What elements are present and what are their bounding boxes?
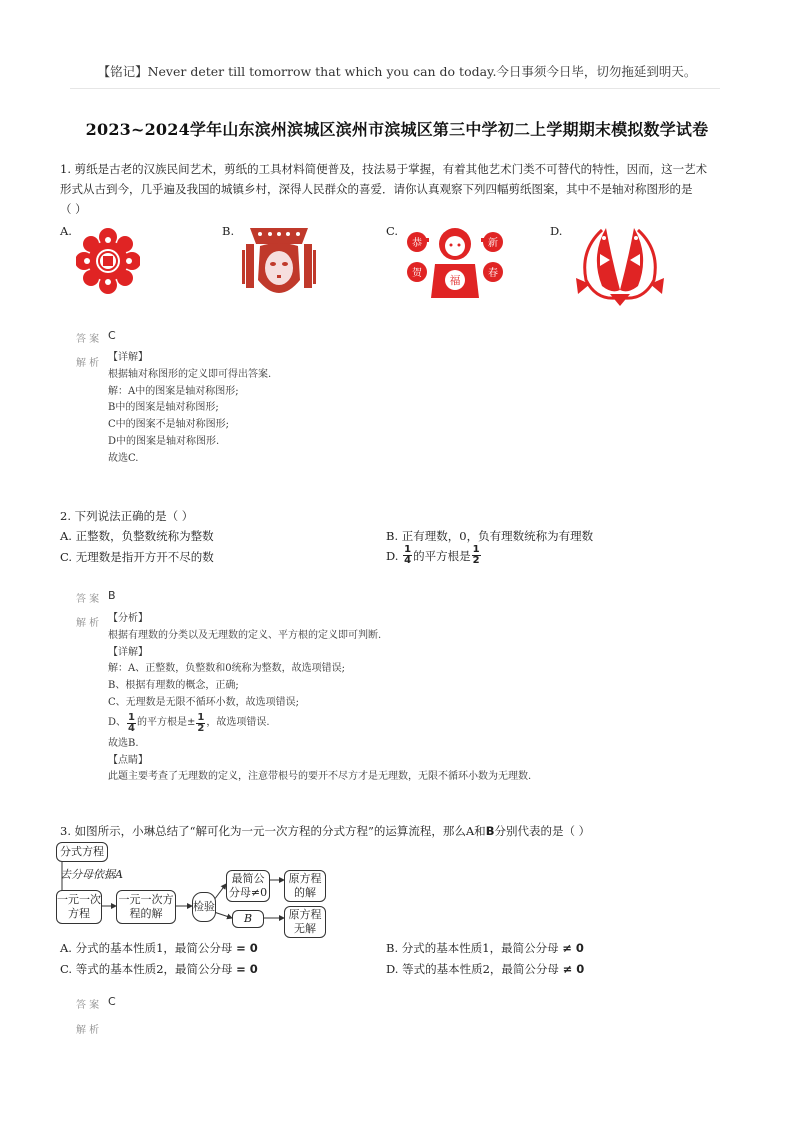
q1-analysis-label: 解 析	[76, 358, 100, 369]
q2-answer-value: B	[108, 589, 116, 602]
q2-stem: 2. 下列说法正确的是（ ）	[60, 509, 194, 523]
papercut-twin-fish-image	[572, 220, 668, 306]
papercut-child-lanterns-image	[405, 224, 505, 302]
flow-box-check: 检验	[192, 892, 216, 922]
solution-flowchart	[56, 842, 346, 938]
flow-box-original-solution: 原方程的解	[284, 870, 326, 902]
lantern-char-1: 恭	[412, 238, 422, 249]
flow-box-denominator-nonzero: 最简公分母≠0	[226, 870, 270, 902]
q3-answer-label: 答 案	[76, 1000, 100, 1011]
papercut-opera-mask-image	[240, 220, 318, 306]
q3-option-c: C. 等式的基本性质2，最简公分母 = 0	[60, 962, 258, 976]
exam-title: 2023~2024学年山东滨州滨城区滨州市滨城区第三中学初二上学期期末模拟数学试卷	[85, 120, 709, 139]
q1-stem-line1: 1. 剪纸是古老的汉族民间艺术，剪纸的工具材料简便普及，技法易于掌握，有着其他艺术门类不可替代的特性，因而，这一艺术	[60, 162, 708, 176]
q1-paren: （ ）	[60, 202, 87, 216]
q1-answer-label: 答 案	[76, 334, 100, 345]
q3-stem: 3. 如图所示，小琳总结了“解可化为一元一次方程的分式方程”的运算流程，那么A和B分别代表的是（ ）	[60, 824, 591, 838]
flow-box-fractional-equation: 分式方程	[56, 842, 108, 862]
lantern-char-2: 新	[488, 238, 498, 249]
fraction-one-half: $\frac{1}{2}$	[472, 544, 480, 566]
q2-option-a: A. 正整数，负整数统称为整数	[60, 529, 214, 543]
q3-option-b: B. 分式的基本性质1，最简公分母 ≠ 0	[386, 941, 584, 955]
q2-option-c: C. 无理数是指开方开不尽的数	[60, 550, 214, 564]
flow-box-no-solution: 原方程无解	[284, 906, 326, 938]
q2-answer-label: 答 案	[76, 594, 100, 605]
lantern-char-4: 春	[488, 268, 498, 279]
motto: 【铭记】Never deter till tomorrow that which you can do today.今日事须今日毕，切勿拖延到明天。	[97, 64, 697, 79]
q1-option-d-label: D.	[550, 224, 563, 238]
q1-option-a-label: A.	[60, 224, 72, 238]
q3-analysis-label: 解 析	[76, 1025, 100, 1036]
papercut-flower-image	[76, 222, 140, 300]
q2-option-d: D. $\frac{1}{4}$ 的平方根是 $\frac{1}{2}$	[386, 544, 480, 566]
flow-box-b: B	[232, 910, 264, 928]
flow-box-linear-equation: 一元一次方程	[56, 890, 102, 924]
q3-option-a: A. 分式的基本性质1，最简公分母 = 0	[60, 941, 258, 955]
fraction-one-quarter: $\frac{1}{4}$	[404, 544, 412, 566]
header-divider	[70, 88, 720, 89]
q1-explanation: 【详解】 根据轴对称图形的定义即可得出答案. 解：A中的图案是轴对称图形; B中的图案是轴对称图形; C中的图案不是轴对称图形; D中的图案是轴对称图形. 故选C.	[108, 352, 272, 464]
q1-answer-value: C	[108, 329, 116, 342]
q2-option-b: B. 正有理数，0，负有理数统称为有理数	[386, 529, 594, 543]
q1-option-b-label: B.	[222, 224, 235, 238]
q2-analysis-label: 解 析	[76, 618, 100, 629]
q3-answer-value: C	[108, 995, 116, 1008]
q1-stem-line2: 形式从古到今，几乎遍及我国的城镇乡村，深得人民群众的喜爱．请你认真观察下列四幅剪纸图案，其中不是轴对称图形的是	[60, 182, 693, 196]
flow-arrow-label: 去分母依据A	[60, 868, 123, 881]
q2-explanation: 【分析】 根据有理数的分类以及无理数的定义、平方根的定义即可判断. 【详解】 解：A、正整数，负整数和0统称为整数，故选项错误; B、根据有理数的概念，正确; C、无理数是无限不循环小数，故选项错误; D、 $\frac{1}{4}$ 的平方根是± $\frac{1}{2}$ ，故选项错误. 故选B. 【点睛】 此题主要考查了无理数的定义，注意带根号的要开不尽方才是无理数，无限不循环小数为无理数.	[108, 613, 532, 783]
q3-option-d: D. 等式的基本性质2，最简公分母 ≠ 0	[386, 962, 585, 976]
lantern-char-3: 贺	[412, 268, 422, 279]
flow-box-linear-solution: 一元一次方程的解	[116, 890, 176, 924]
lantern-char-5: 福	[449, 274, 461, 287]
q1-option-c-label: C.	[386, 224, 399, 238]
